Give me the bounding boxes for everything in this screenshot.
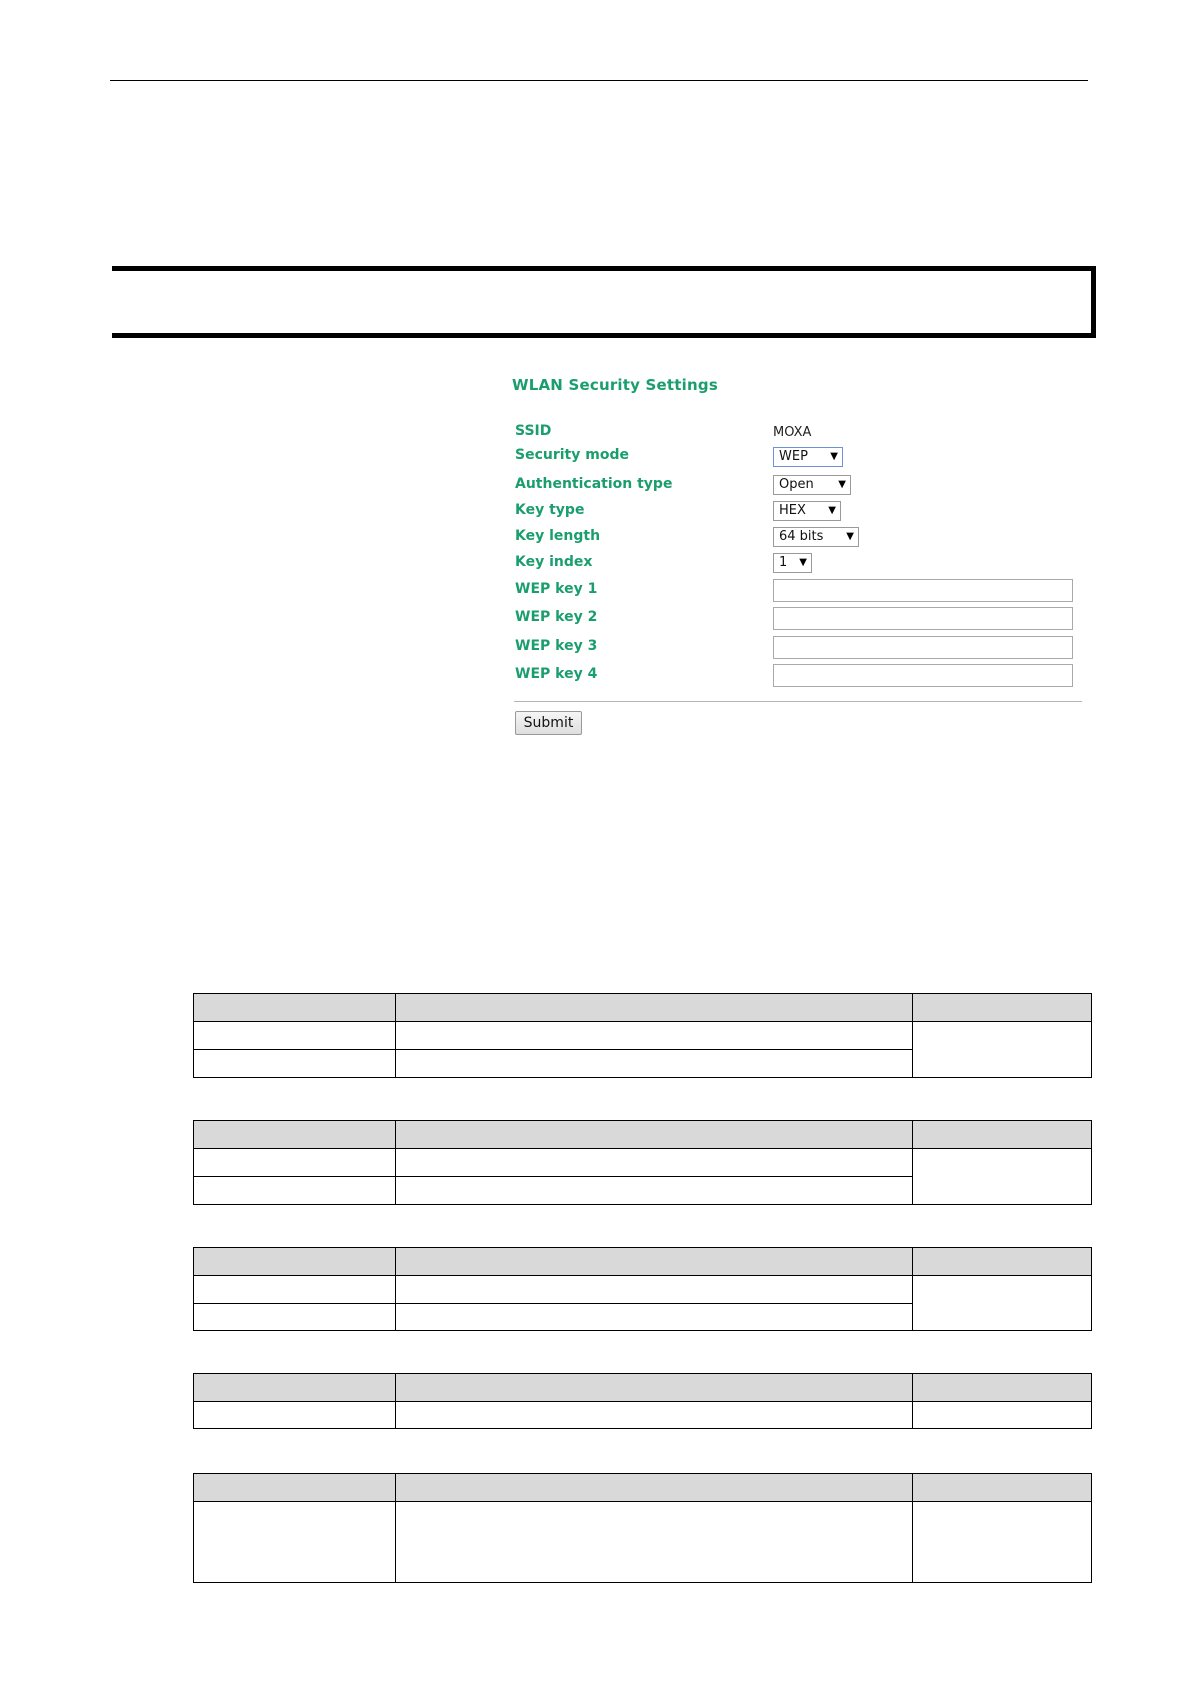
caret-down-icon: ▼ <box>799 557 807 568</box>
spec-table-4 <box>193 1373 1092 1429</box>
wep-key-4-input[interactable] <box>773 664 1073 687</box>
security-mode-select[interactable] <box>773 447 843 467</box>
key-index-value: 1 <box>779 555 788 570</box>
note-box <box>112 266 1096 338</box>
header-rule <box>110 80 1088 81</box>
wep-key-3-input[interactable] <box>773 636 1073 659</box>
submit-button[interactable]: Submit <box>515 711 582 735</box>
security-mode-value: WEP <box>779 449 808 464</box>
spec-table-2 <box>193 1120 1092 1205</box>
key-index-select[interactable] <box>773 553 812 573</box>
label-wep-key-1: WEP key 1 <box>515 581 598 597</box>
key-type-select[interactable] <box>773 501 841 521</box>
label-key-index: Key index <box>515 554 593 570</box>
label-wep-key-3: WEP key 3 <box>515 638 598 654</box>
wep-key-2-input[interactable] <box>773 607 1073 630</box>
ssid-value: MOXA <box>773 425 812 440</box>
label-key-length: Key length <box>515 528 601 544</box>
label-wep-key-2: WEP key 2 <box>515 609 598 625</box>
authentication-type-select[interactable] <box>773 475 851 495</box>
label-key-type: Key type <box>515 502 585 518</box>
key-length-value: 64 bits <box>779 529 824 544</box>
label-ssid: SSID <box>515 423 552 439</box>
wep-key-1-input[interactable] <box>773 579 1073 602</box>
spec-table-1 <box>193 993 1092 1078</box>
form-title: WLAN Security Settings <box>512 376 718 394</box>
label-authentication-type: Authentication type <box>515 476 673 492</box>
caret-down-icon: ▼ <box>830 451 838 462</box>
label-security-mode: Security mode <box>515 447 629 463</box>
caret-down-icon: ▼ <box>828 505 836 516</box>
caret-down-icon: ▼ <box>846 531 854 542</box>
caret-down-icon: ▼ <box>838 479 846 490</box>
key-type-value: HEX <box>779 503 806 518</box>
spec-table-5 <box>193 1473 1092 1583</box>
form-divider <box>514 701 1082 702</box>
label-wep-key-4: WEP key 4 <box>515 666 598 682</box>
key-length-select[interactable] <box>773 527 859 547</box>
authentication-type-value: Open <box>779 477 814 492</box>
spec-table-3 <box>193 1247 1092 1331</box>
